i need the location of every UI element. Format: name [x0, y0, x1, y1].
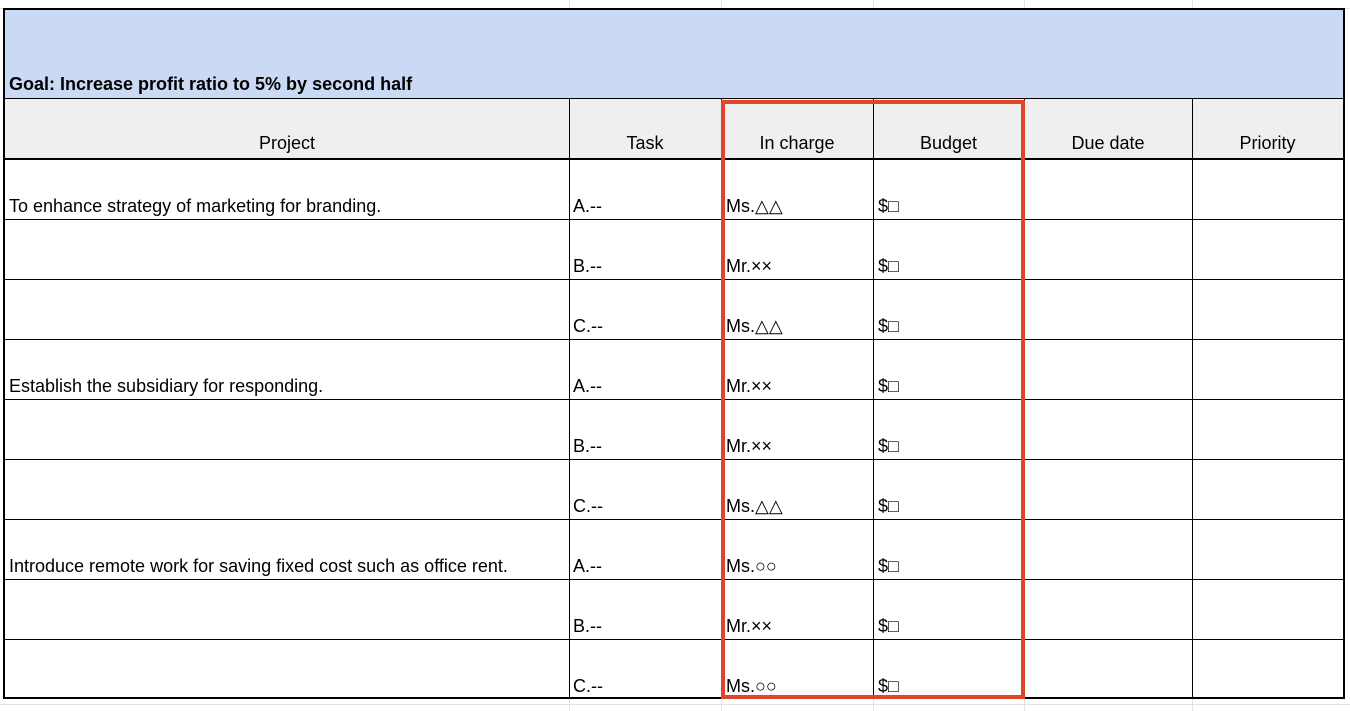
- goal-cell[interactable]: [5, 10, 1343, 99]
- budget-cell[interactable]: $□: [878, 436, 899, 456]
- task-cell[interactable]: A.--: [573, 556, 602, 576]
- header-row: [5, 99, 1343, 160]
- budget-cell[interactable]: $□: [878, 676, 899, 696]
- in-charge-cell[interactable]: Ms.○○: [726, 676, 777, 696]
- header-due-date[interactable]: Due date: [1071, 133, 1145, 153]
- task-cell[interactable]: A.--: [573, 376, 602, 396]
- budget-cell[interactable]: $□: [878, 316, 899, 336]
- in-charge-cell[interactable]: Mr.××: [726, 436, 773, 456]
- task-cell[interactable]: C.--: [573, 496, 603, 516]
- grid-line: [0, 704, 1350, 705]
- in-charge-cell[interactable]: Ms.△△: [726, 196, 783, 216]
- in-charge-cell[interactable]: Ms.○○: [726, 556, 777, 576]
- project-cell[interactable]: Establish the subsidiary for responding.: [9, 376, 324, 396]
- budget-cell[interactable]: $□: [878, 616, 899, 636]
- budget-cell[interactable]: $□: [878, 256, 899, 276]
- header-budget[interactable]: Budget: [919, 133, 978, 153]
- header-task[interactable]: Task: [626, 133, 664, 153]
- goal-text: Goal: Increase profit ratio to 5% by second half: [9, 74, 413, 94]
- project-cell[interactable]: Introduce remote work for saving fixed cost such as office rent.: [9, 556, 508, 576]
- budget-cell[interactable]: $□: [878, 556, 899, 576]
- row-divider: [5, 639, 1343, 640]
- budget-cell[interactable]: $□: [878, 196, 899, 216]
- in-charge-cell[interactable]: Ms.△△: [726, 496, 783, 516]
- project-cell[interactable]: To enhance strategy of marketing for branding.: [9, 196, 382, 216]
- budget-cell[interactable]: $□: [878, 376, 899, 396]
- in-charge-cell[interactable]: Mr.××: [726, 256, 773, 276]
- in-charge-cell[interactable]: Ms.△△: [726, 316, 783, 336]
- header-project[interactable]: Project: [258, 133, 316, 153]
- budget-cell[interactable]: $□: [878, 496, 899, 516]
- header-in-charge[interactable]: In charge: [759, 133, 835, 153]
- task-cell[interactable]: B.--: [573, 616, 602, 636]
- in-charge-cell[interactable]: Mr.××: [726, 616, 773, 636]
- task-cell[interactable]: B.--: [573, 436, 602, 456]
- task-cell[interactable]: A.--: [573, 196, 602, 216]
- row-divider: [5, 459, 1343, 460]
- row-divider: [5, 279, 1343, 280]
- task-cell[interactable]: B.--: [573, 256, 602, 276]
- task-cell[interactable]: C.--: [573, 316, 603, 336]
- table-border: [3, 697, 1345, 699]
- table-border: [1343, 8, 1345, 699]
- header-priority[interactable]: Priority: [1239, 133, 1296, 153]
- in-charge-cell[interactable]: Mr.××: [726, 376, 773, 396]
- task-cell[interactable]: C.--: [573, 676, 603, 696]
